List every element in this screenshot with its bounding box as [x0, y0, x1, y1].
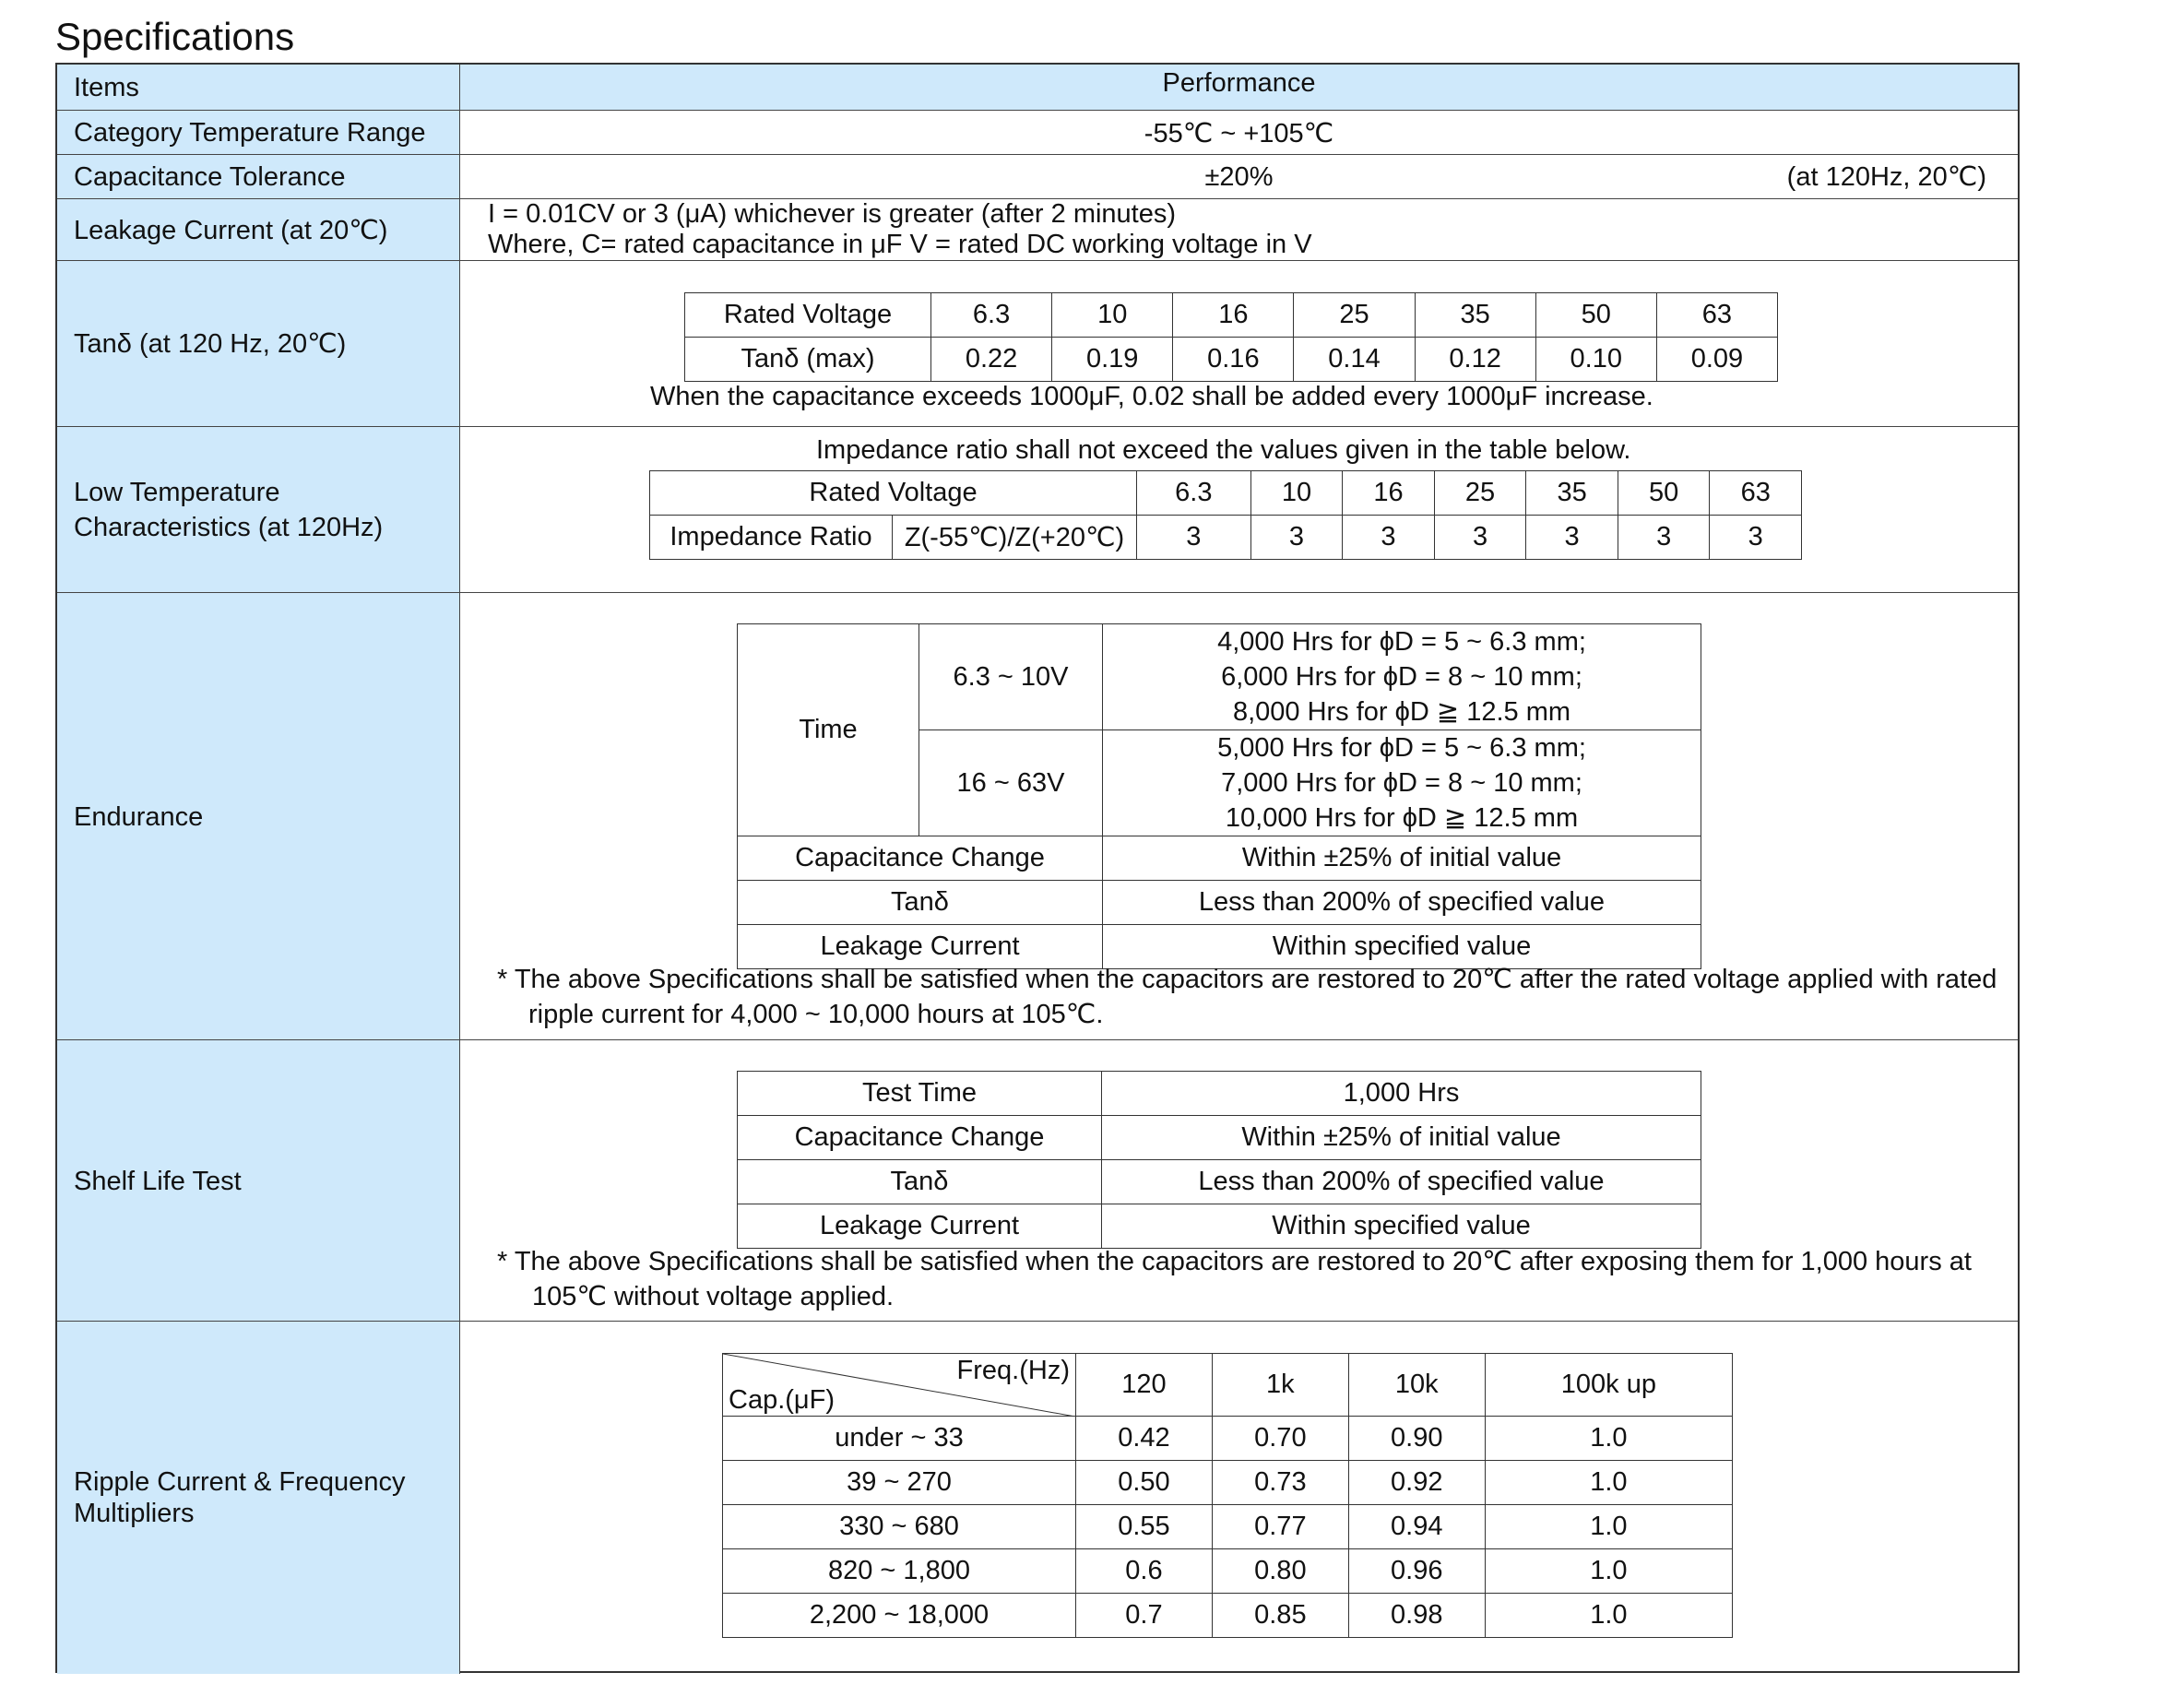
shelf-label: Shelf Life Test: [57, 1040, 460, 1322]
lowtemp-voltage-cell: 6.3: [1137, 471, 1251, 516]
tand-label: Tanδ (at 120 Hz, 20℃): [57, 261, 460, 427]
temp-range-value-text: -55℃ ~ +105℃: [1144, 118, 1334, 148]
tand-voltage-cell: 35: [1415, 293, 1535, 338]
endurance-hours-2-line: 10,000 Hrs for ϕD ≧ 12.5 mm: [1225, 803, 1579, 833]
specifications-table: [55, 63, 2020, 1673]
ripple-cap-cell: 39 ~ 270: [723, 1461, 1076, 1505]
endurance-note-1: * The above Specifications shall be satisfied when the capacitors are restored to 20℃ after the rated voltage applied with rated: [497, 965, 1997, 994]
endurance-hours-1: [1103, 624, 1701, 730]
shelf-row-key: Capacitance Change: [738, 1116, 1102, 1160]
lowtemp-ratio-cell: 3: [1618, 516, 1710, 560]
lowtemp-ratio-row: [650, 516, 1802, 560]
ripple-mult-cell: 0.98: [1348, 1594, 1485, 1638]
ripple-freq-label: Freq.(Hz): [956, 1356, 1070, 1385]
lowtemp-label-line-1: Low Temperature: [74, 478, 280, 507]
lowtemp-ratio-cell: 3: [1343, 516, 1435, 560]
endurance-row-key: Capacitance Change: [738, 836, 1103, 881]
page-title: Specifications: [55, 15, 295, 58]
ripple-mult-cell: 0.6: [1076, 1549, 1213, 1594]
tand-value-cell: 0.19: [1052, 338, 1173, 382]
endurance-tand-row: [738, 881, 1701, 925]
lowtemp-rated-voltage-label: Rated Voltage: [650, 471, 1137, 516]
lowtemp-voltage-cell: 25: [1434, 471, 1526, 516]
ripple-freq-cell: 120: [1076, 1354, 1213, 1417]
tand-value-cell: 0.12: [1415, 338, 1535, 382]
ripple-mult-cell: 1.0: [1485, 1417, 1732, 1461]
ripple-mult-cell: 0.42: [1076, 1417, 1213, 1461]
performance-header-label: Performance: [1162, 68, 1316, 98]
tand-row: [57, 260, 2018, 427]
header-row: [57, 65, 2018, 110]
shelf-row-key: Tanδ: [738, 1160, 1102, 1204]
endurance-row-key: Leakage Current: [738, 925, 1103, 969]
ripple-cap-cell: under ~ 33: [723, 1417, 1076, 1461]
lowtemp-label: [57, 427, 460, 593]
ripple-mult-cell: 1.0: [1485, 1594, 1732, 1638]
endurance-label: Endurance: [57, 593, 460, 1040]
ripple-mult-cell: 0.85: [1212, 1594, 1348, 1638]
shelf-row-value: Within ±25% of initial value: [1102, 1116, 1701, 1160]
tand-value-cell: 0.09: [1656, 338, 1777, 382]
lowtemp-table: [649, 470, 1802, 560]
shelf-row-value: Within specified value: [1102, 1204, 1701, 1249]
tand-voltage-cell: 63: [1656, 293, 1777, 338]
lowtemp-voltage-cell: 16: [1343, 471, 1435, 516]
lowtemp-ratio-cell: 3: [1137, 516, 1251, 560]
endurance-row: [57, 592, 2018, 1040]
tand-note: When the capacitance exceeds 1000μF, 0.02 shall be added every 1000μF increase.: [650, 382, 1653, 411]
cap-tolerance-value: [460, 155, 2018, 199]
lowtemp-label-line-2: Characteristics (at 120Hz): [74, 513, 384, 542]
lowtemp-voltage-cell: 63: [1710, 471, 1802, 516]
ripple-mult-cell: 0.96: [1348, 1549, 1485, 1594]
shelf-leakage-row: [738, 1204, 1701, 1249]
ripple-value: [460, 1322, 2018, 1674]
ripple-cap-label: Cap.(μF): [729, 1385, 835, 1415]
ripple-mult-cell: 1.0: [1485, 1549, 1732, 1594]
tand-value-cell: 0.16: [1173, 338, 1294, 382]
ripple-data-row: [723, 1505, 1733, 1549]
tand-table: [684, 292, 1778, 382]
lowtemp-voltage-cell: 10: [1250, 471, 1343, 516]
ripple-label: [57, 1322, 460, 1674]
temp-range-row: [57, 110, 2018, 155]
lowtemp-voltage-cell: 50: [1618, 471, 1710, 516]
endurance-hours-1-line: 8,000 Hrs for ϕD ≧ 12.5 mm: [1232, 697, 1571, 727]
endurance-note-2: ripple current for 4,000 ~ 10,000 hours at 105℃.: [528, 1000, 1104, 1029]
ripple-mult-cell: 0.77: [1212, 1505, 1348, 1549]
lowtemp-impedance-ratio-label: Impedance Ratio: [650, 516, 893, 560]
lowtemp-row: [57, 426, 2018, 593]
ripple-cap-cell: 820 ~ 1,800: [723, 1549, 1076, 1594]
ripple-table: [722, 1353, 1733, 1638]
items-header: Items: [57, 65, 460, 110]
shelf-note-1: * The above Specifications shall be satisfied when the capacitors are restored to 20℃ after exposing them for 1,000 hours at: [497, 1247, 1972, 1276]
leakage-value: [460, 199, 2018, 261]
tand-voltage-row: [685, 293, 1778, 338]
ripple-mult-cell: 0.80: [1212, 1549, 1348, 1594]
shelf-row-key: Test Time: [738, 1072, 1102, 1116]
ripple-data-row: [723, 1461, 1733, 1505]
ripple-mult-cell: 0.70: [1212, 1417, 1348, 1461]
cap-tolerance-label: Capacitance Tolerance: [57, 155, 460, 199]
leakage-label: Leakage Current (at 20℃): [57, 199, 460, 261]
endurance-hours-2: [1103, 730, 1701, 836]
ripple-data-row: [723, 1417, 1733, 1461]
endurance-table: [737, 623, 1701, 969]
tand-value-cell: 0.14: [1294, 338, 1415, 382]
endurance-hours-1-line: 4,000 Hrs for ϕD = 5 ~ 6.3 mm;: [1217, 627, 1586, 657]
leakage-line-1: I = 0.01CV or 3 (μA) whichever is greater (after 2 minutes): [488, 199, 1177, 229]
endurance-cap-change-row: [738, 836, 1701, 881]
tand-value-cell: 0.10: [1535, 338, 1656, 382]
endurance-time-row-1: [738, 624, 1701, 730]
endurance-hours-1-line: 6,000 Hrs for ϕD = 8 ~ 10 mm;: [1221, 662, 1582, 692]
endurance-hours-2-line: 5,000 Hrs for ϕD = 5 ~ 6.3 mm;: [1217, 733, 1586, 763]
cap-tolerance-condition: (at 120Hz, 20℃): [1786, 162, 1986, 192]
shelf-row-value: Less than 200% of specified value: [1102, 1160, 1701, 1204]
tand-value-cell: 0.22: [931, 338, 1052, 382]
lowtemp-ratio-cell: 3: [1250, 516, 1343, 560]
tand-max-label: Tanδ (max): [685, 338, 931, 382]
lowtemp-voltage-cell: 35: [1526, 471, 1618, 516]
ripple-header-row: [723, 1354, 1733, 1417]
ripple-row: [57, 1321, 2018, 1674]
ripple-mult-cell: 0.50: [1076, 1461, 1213, 1505]
ripple-mult-cell: 0.90: [1348, 1417, 1485, 1461]
endurance-value: [460, 593, 2018, 1040]
shelf-value: [460, 1040, 2018, 1322]
ripple-cap-cell: 2,200 ~ 18,000: [723, 1594, 1076, 1638]
tand-voltage-cell: 16: [1173, 293, 1294, 338]
ripple-data-row: [723, 1594, 1733, 1638]
lowtemp-intro: Impedance ratio shall not exceed the values given in the table below.: [816, 435, 1631, 465]
shelf-note-2: 105℃ without voltage applied.: [532, 1282, 895, 1311]
ripple-freq-cell: 1k: [1212, 1354, 1348, 1417]
ripple-freq-cell: 10k: [1348, 1354, 1485, 1417]
lowtemp-ratio-cell: 3: [1710, 516, 1802, 560]
cap-tolerance-value-text: ±20%: [1204, 161, 1274, 192]
ripple-cap-cell: 330 ~ 680: [723, 1505, 1076, 1549]
ripple-data-row: [723, 1549, 1733, 1594]
leakage-row: [57, 198, 2018, 261]
tand-voltage-cell: 10: [1052, 293, 1173, 338]
shelf-cap-change-row: [738, 1116, 1701, 1160]
ripple-corner-cell: [723, 1354, 1076, 1417]
ripple-mult-cell: 0.73: [1212, 1461, 1348, 1505]
ripple-mult-cell: 0.94: [1348, 1505, 1485, 1549]
tand-value: [460, 261, 2018, 427]
lowtemp-ratio-cell: 3: [1434, 516, 1526, 560]
tand-max-row: [685, 338, 1778, 382]
lowtemp-voltage-row: [650, 471, 1802, 516]
tand-voltage-cell: 50: [1535, 293, 1656, 338]
ripple-mult-cell: 0.7: [1076, 1594, 1213, 1638]
cap-tolerance-row: [57, 154, 2018, 199]
endurance-hours-2-line: 7,000 Hrs for ϕD = 8 ~ 10 mm;: [1221, 768, 1582, 798]
endurance-row-value: Within specified value: [1103, 925, 1701, 969]
ripple-label-line-2: Multipliers: [74, 1499, 195, 1528]
lowtemp-value: [460, 427, 2018, 593]
lowtemp-z-formula: Z(-55℃)/Z(+20℃): [893, 516, 1137, 560]
leakage-line-2: Where, C= rated capacitance in μF V = rated DC working voltage in V: [488, 230, 1312, 259]
endurance-time-label: Time: [738, 624, 919, 836]
lowtemp-ratio-cell: 3: [1526, 516, 1618, 560]
ripple-mult-cell: 1.0: [1485, 1505, 1732, 1549]
shelf-table: [737, 1071, 1701, 1249]
temp-range-label: Category Temperature Range: [57, 111, 460, 155]
shelf-row: [57, 1039, 2018, 1322]
shelf-test-time-row: [738, 1072, 1701, 1116]
ripple-mult-cell: 0.92: [1348, 1461, 1485, 1505]
endurance-row-value: Less than 200% of specified value: [1103, 881, 1701, 925]
shelf-tand-row: [738, 1160, 1701, 1204]
endurance-voltage-range-2: 16 ~ 63V: [919, 730, 1103, 836]
tand-voltage-cell: 6.3: [931, 293, 1052, 338]
ripple-label-line-1: Ripple Current & Frequency: [74, 1467, 406, 1497]
shelf-row-key: Leakage Current: [738, 1204, 1102, 1249]
performance-header: [460, 65, 2018, 110]
ripple-mult-cell: 0.55: [1076, 1505, 1213, 1549]
ripple-freq-cell: 100k up: [1485, 1354, 1732, 1417]
temp-range-value: [460, 111, 2018, 155]
endurance-row-value: Within ±25% of initial value: [1103, 836, 1701, 881]
tand-voltage-cell: 25: [1294, 293, 1415, 338]
shelf-row-value: 1,000 Hrs: [1102, 1072, 1701, 1116]
endurance-voltage-range-1: 6.3 ~ 10V: [919, 624, 1103, 730]
endurance-row-key: Tanδ: [738, 881, 1103, 925]
tand-rated-voltage-label: Rated Voltage: [685, 293, 931, 338]
ripple-mult-cell: 1.0: [1485, 1461, 1732, 1505]
